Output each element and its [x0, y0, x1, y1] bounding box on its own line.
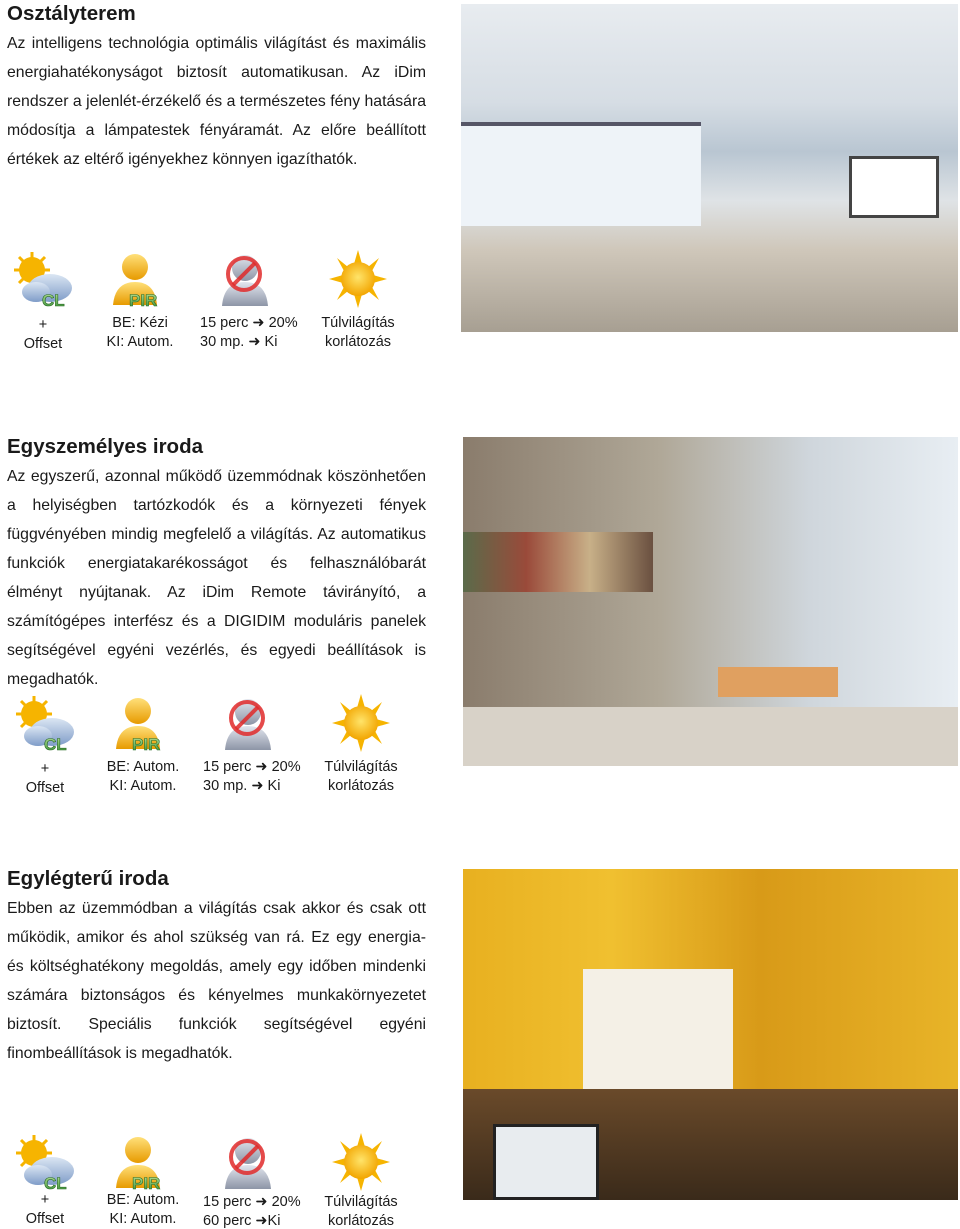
person-pir-icon: [109, 250, 171, 308]
absence-icon: [217, 694, 279, 752]
label: korlátozás: [327, 1213, 395, 1229]
label: Offset: [25, 1211, 65, 1227]
section-text: Az egyszerű, azonnal működő üzemmódnak köszönhetően a helyiségben tartózkodók és a környezeti fények függvényében mindig megfelelő a világítás. Az automatikus funkciók energiatakarékosságot és felhasználóbarát élményt nyújtanak. Az iDim Remote távirányító, a számítógépes interfész és a DIGIDIM moduláris panelek segítségével egyéni vezérlés, és egyedi beállítások is megadhatók.: [7, 468, 426, 688]
absence-icon: [214, 250, 276, 308]
label: 15 perc ➜ 20%: [203, 759, 301, 775]
feature-icons: [0, 1133, 420, 1229]
sun-icon: [330, 1133, 392, 1191]
label: BE: Autom.: [106, 1192, 180, 1208]
daylight-feature: [0, 1133, 90, 1229]
label: +: [40, 1192, 50, 1208]
pir-feature: [95, 250, 185, 352]
sun-icon: [330, 694, 392, 752]
label: korlátozás: [324, 334, 392, 350]
sun-icon: [327, 250, 389, 308]
label: 60 perc ➜Ki: [203, 1213, 281, 1229]
svg-text:CL: CL: [42, 291, 65, 308]
sun-cloud-icon: [14, 694, 76, 752]
label: Offset: [23, 336, 63, 352]
svg-text:CL: CL: [44, 1174, 67, 1191]
absence-icon: [217, 1133, 279, 1191]
absence-feature: [203, 694, 301, 796]
overlight-feature: [316, 1133, 406, 1229]
classroom-photo: [461, 4, 958, 332]
pir-feature: [98, 694, 188, 796]
label: Offset: [25, 780, 65, 796]
label: 15 perc ➜ 20%: [200, 315, 298, 331]
feature-icons: [0, 250, 420, 350]
label: KI: Autom.: [106, 334, 174, 350]
label: Túlvilágítás: [324, 759, 398, 775]
overlight-feature: [316, 694, 406, 796]
label: +: [38, 317, 48, 333]
label: +: [40, 761, 50, 777]
section-title: Egyszemélyes iroda: [7, 435, 203, 458]
office-photo: [463, 437, 958, 766]
label: Túlvilágítás: [324, 1194, 398, 1210]
daylight-feature: [0, 250, 88, 354]
pir-feature: [98, 1133, 188, 1229]
section-text: Ebben az üzemmódban a világítás csak akkor és csak ott működik, amikor és ahol szükség van rá. Ez egy energia- és költséghatékony megoldás, amely egy időben mindenki számára biztonságos és kényelmes munkakörnyezetet biztosít. Speciális funkciók segítségével egyéni finombeállítások is megadhatók.: [7, 900, 426, 1062]
label: BE: Kézi: [112, 315, 168, 331]
absence-feature: [203, 1133, 301, 1229]
person-pir-icon: [112, 1133, 174, 1191]
svg-text:PIR: PIR: [132, 1174, 161, 1191]
svg-text:PIR: PIR: [129, 291, 158, 308]
sun-cloud-icon: [12, 250, 74, 308]
section-text: Az intelligens technológia optimális világítást és maximális energiahatékonyságot biztosít automatikusan. Az iDim rendszer a jelenlét-érzékelő és a természetes fény hatására módosítja a lámpatestek fényáramát. Az előre beállított értékek az eltérő igényekhez könnyen igazíthatók.: [7, 35, 426, 168]
feature-icons: [0, 694, 420, 794]
svg-text:CL: CL: [44, 735, 67, 752]
label: 15 perc ➜ 20%: [203, 1194, 301, 1210]
label: BE: Autom.: [106, 759, 180, 775]
label: 30 mp. ➜ Ki: [200, 334, 278, 350]
section-title: Osztályterem: [7, 2, 136, 25]
person-pir-icon: [112, 694, 174, 752]
absence-feature: [200, 250, 298, 352]
section-title: Egylégterű iroda: [7, 867, 169, 890]
label: KI: Autom.: [109, 778, 177, 794]
label: KI: Autom.: [109, 1211, 177, 1227]
label: 30 mp. ➜ Ki: [203, 778, 281, 794]
label: korlátozás: [327, 778, 395, 794]
svg-text:PIR: PIR: [132, 735, 161, 752]
overlight-feature: [313, 250, 403, 352]
label: Túlvilágítás: [321, 315, 395, 331]
sun-cloud-icon: [14, 1133, 76, 1191]
daylight-feature: [0, 694, 90, 798]
open-office-photo: [463, 869, 958, 1200]
